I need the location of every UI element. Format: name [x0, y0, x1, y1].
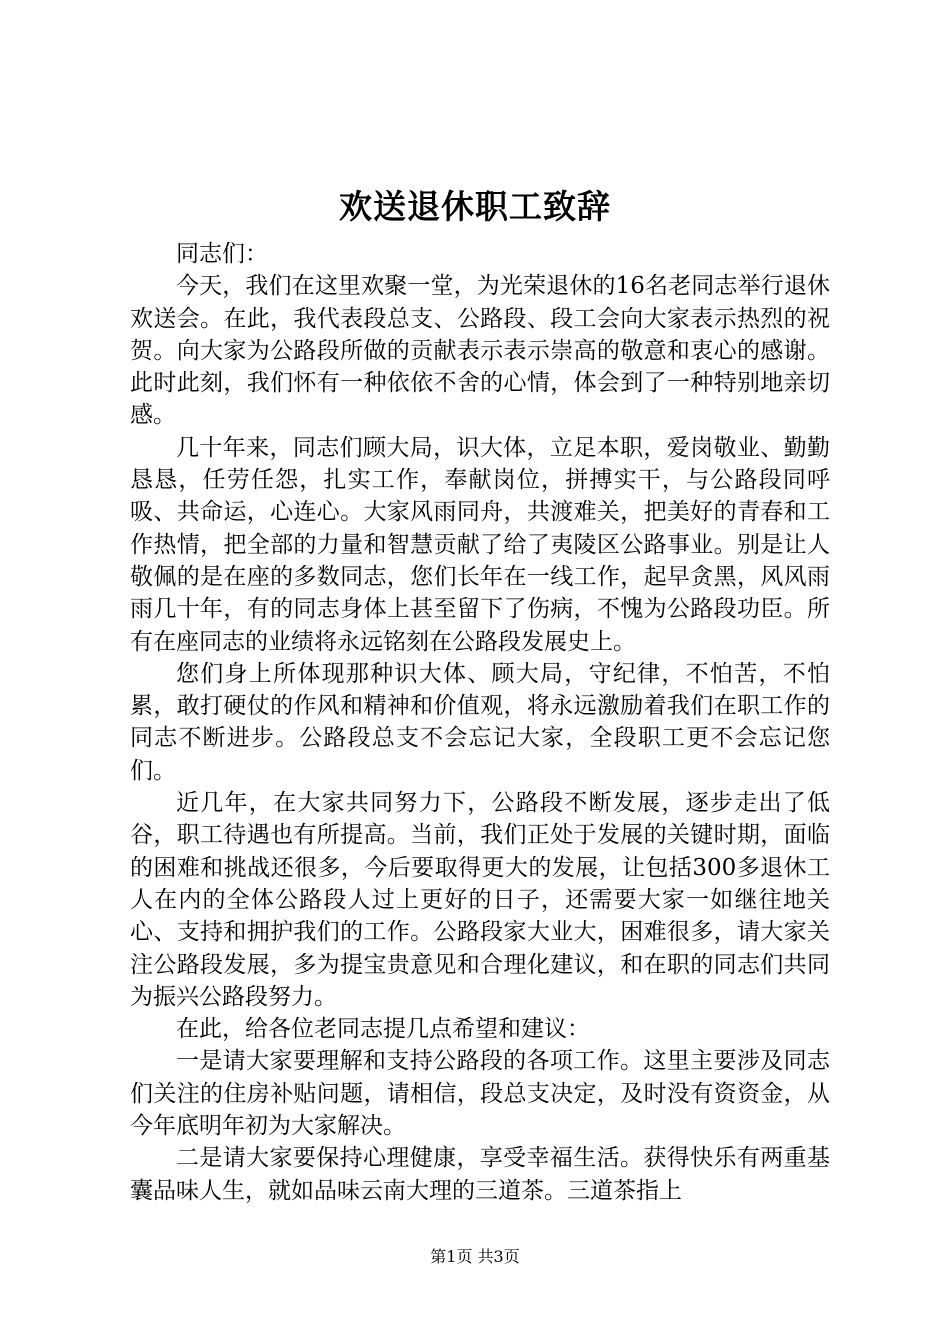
paragraph: 今天，我们在这里欢聚一堂，为光荣退休的16名老同志举行退休欢送会。在此，我代表段总支、公路段、段工会向大家表示热烈的祝贺。向大家为公路段所做的贡献表示表示崇高的敬意和衷心的感谢。此时此刻，我们怀有一种依依不舍的心情，体会到了一种特别地亲切感。: [130, 273, 830, 429]
document-title: 欢送退休职工致辞: [339, 187, 611, 226]
page-number-footer: 第1页 共3页: [430, 1247, 520, 1266]
document-body: [130, 238, 830, 1207]
paragraph: 您们身上所体现那种识大体、顾大局，守纪律，不怕苦，不怕累，敢打硬仗的作风和精神和价值观，将永远激励着我们在职工作的同志不断进步。公路段总支不会忘记大家，全段职工更不会忘记您们。: [130, 660, 830, 784]
paragraph: 在此，给各位老同志提几点希望和建议：: [176, 1016, 590, 1043]
paragraph: 二是请大家要保持心理健康，享受幸福生活。获得快乐有两重基囊品味人生，就如品味云南大理的三道茶。三道茶指上: [130, 1145, 830, 1204]
paragraph-salutation: 同志们：: [176, 241, 268, 267]
paragraph: 几十年来，同志们顾大局，识大体，立足本职，爱岗敬业、勤勤恳恳，任劳任怨，扎实工作，奉献岗位，拼搏实干，与公路段同呼吸、共命运，心连心。大家风雨同舟，共渡难关，把美好的青春和工作热情，把全部的力量和智慧贡献了给了夷陵区公路事业。别是让人敬佩的是在座的多数同志，您们长年在一线工作，起早贪黑，风风雨雨几十年，有的同志身体上甚至留下了伤病，不愧为公路段功臣。所有在座同志的业绩将永远铭刻在公路段发展史上。: [130, 434, 830, 655]
paragraph: 近几年，在大家共同努力下，公路段不断发展，逐步走出了低谷，职工待遇也有所提高。当前，我们正处于发展的关键时期，面临的困难和挑战还很多，今后要取得更大的发展，让包括300多退休工人在内的全体公路段人过上更好的日子，还需要大家一如继往地关心、支持和拥护我们的工作。公路段家大业大，困难很多，请大家关注公路段发展，多为提宝贵意见和合理化建议，和在职的同志们共同为振兴公路段努力。: [130, 790, 830, 1010]
paragraph: 一是请大家要理解和支持公路段的各项工作。这里主要涉及同志们关注的住房补贴问题，请相信，段总支决定，及时没有资资金，从今年底明年初为大家解决。: [130, 1048, 830, 1140]
